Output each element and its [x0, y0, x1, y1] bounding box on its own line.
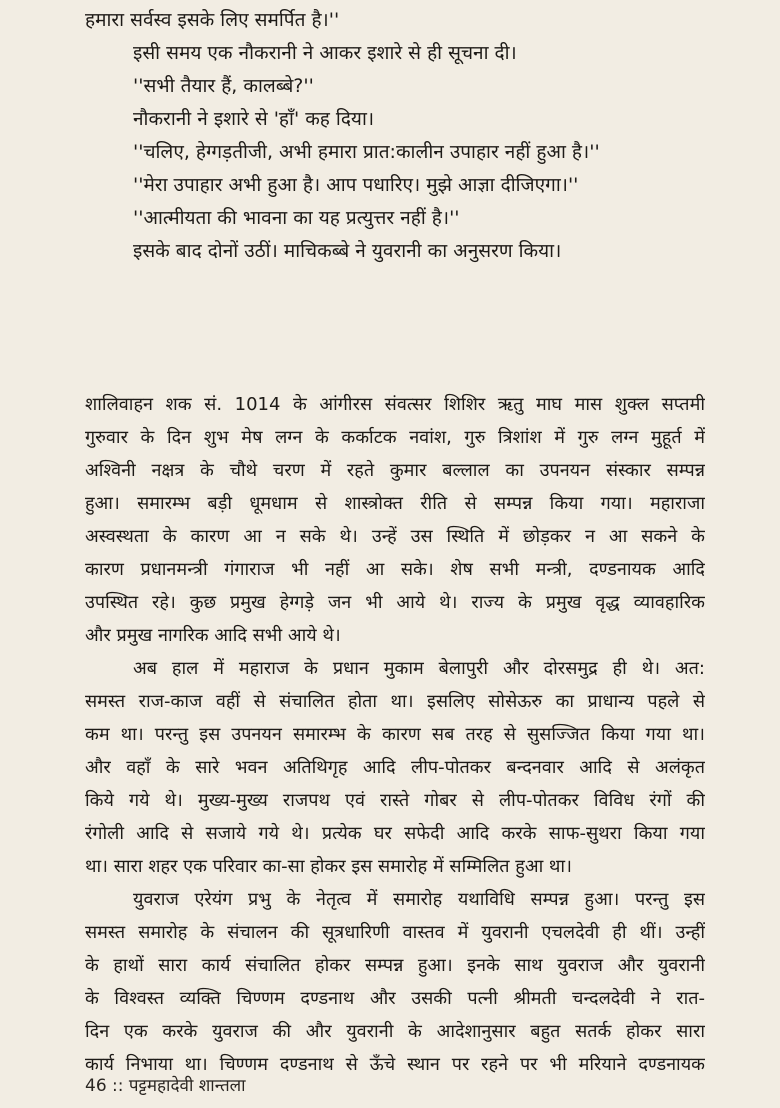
- paragraph-3: [85, 883, 705, 1081]
- text-line: अस्वस्थता के कारण आ न सके थे। उन्हें उस स्थिति में छोड़कर न आ सकने के: [85, 526, 705, 547]
- text-line: था। सारा शहर एक परिवार का-सा होकर इस समारोह में सम्मिलित हुआ था।: [85, 856, 572, 877]
- text-line: हमारा सर्वस्व इसके लिए समर्पित है।'': [85, 9, 340, 31]
- text-line: समस्त राज-काज वहीं से संचालित होता था। इसलिए सोसेऊरु का प्राधान्य पहले से: [85, 691, 705, 712]
- text-line: हुआ। समारम्भ बड़ी धूमधाम से शास्त्रोक्त रीति से सम्पन्न किया गया। महाराजा: [85, 493, 705, 514]
- text-line: और प्रमुख नागरिक आदि सभी आये थे।: [85, 625, 341, 646]
- text-line: समस्त समारोह के संचालन की सूत्रधारिणी वास्तव में युवरानी एचलदेवी ही थीं। उन्हीं: [85, 922, 705, 943]
- text-line: अश्विनी नक्षत्र के चौथे चरण में रहते कुमार बल्लाल का उपनयन संस्कार सम्पन्न: [85, 460, 705, 481]
- text-line: ''आत्मीयता की भावना का यह प्रत्युत्तर नहीं है।'': [133, 207, 460, 229]
- paragraph-2: [85, 652, 705, 883]
- text-line: उपस्थित रहे। कुछ प्रमुख हेग्गड़े जन भी आये थे। राज्य के प्रमुख वृद्ध व्यावहारिक: [85, 592, 705, 613]
- text-line: के हाथों सारा कार्य संचालित होकर सम्पन्न हुआ। इनके साथ युवराज और युवरानी: [85, 955, 705, 976]
- text-line: शालिवाहन शक सं. 1014 के आंगीरस संवत्सर शिशिर ऋतु माघ मास शुक्ल सप्तमी: [85, 394, 705, 415]
- text-line: ''चलिए, हेग्गड़तीजी, अभी हमारा प्रात:कालीन उपाहार नहीं हुआ है।'': [133, 141, 600, 163]
- text-line: कम था। परन्तु इस उपनयन समारम्भ के कारण सब तरह से सुसज्जित किया गया था।: [85, 724, 705, 745]
- text-line: अब हाल में महाराज के प्रधान मुकाम बेलापुरी और दोरसमुद्र ही थे। अत:: [133, 658, 705, 679]
- narrative-section: [85, 388, 705, 1081]
- text-line: इसी समय एक नौकरानी ने आकर इशारे से ही सूचना दी।: [133, 42, 517, 64]
- text-line: और वहाँ के सारे भवन अतिथिगृह आदि लीप-पोतकर बन्दनवार आदि से अलंकृत: [85, 757, 705, 778]
- text-line: किये गये थे। मुख्य-मुख्य राजपथ एवं रास्ते गोबर से लीप-पोतकर विविध रंगों की: [85, 790, 705, 811]
- text-line: युवराज एरेयंग प्रभु के नेतृत्व में समारोह यथाविधि सम्पन्न हुआ। परन्तु इस: [133, 889, 705, 910]
- text-line: कारण प्रधानमन्त्री गंगाराज भी नहीं आ सके। शेष सभी मन्त्री, दण्डनायक आदि: [85, 559, 705, 580]
- dialogue-section: [85, 4, 705, 268]
- text-line: कार्य निभाया था। चिण्णम दण्डनाथ से ऊँचे स्थान पर रहने पर भी मरियाने दण्डनायक: [85, 1054, 705, 1075]
- text-line: के विश्वस्त व्यक्ति चिण्णम दण्डनाथ और उसकी पत्नी श्रीमती चन्दलदेवी ने रात-: [85, 988, 705, 1009]
- page-footer: 46 :: पट्टमहादेवी शान्तला: [85, 1076, 246, 1096]
- text-line: ''मेरा उपाहार अभी हुआ है। आप पधारिए। मुझे आज्ञा दीजिएगा।'': [133, 174, 579, 196]
- text-line: नौकरानी ने इशारे से 'हाँ' कह दिया।: [133, 108, 375, 130]
- text-line: ''सभी तैयार हैं, कालब्बे?'': [133, 75, 314, 97]
- text-line: इसके बाद दोनों उठीं। माचिकब्बे ने युवरानी का अनुसरण किया।: [133, 240, 562, 262]
- text-line: दिन एक करके युवराज की और युवरानी के आदेशानुसार बहुत सतर्क होकर सारा: [85, 1021, 705, 1042]
- text-line: गुरुवार के दिन शुभ मेष लग्न के कर्काटक नवांश, गुरु त्रिशांश में गुरु लग्न मुहूर्त में: [85, 427, 705, 448]
- text-line: रंगोली आदि से सजाये गये थे। प्रत्येक घर सफेदी आदि करके साफ-सुथरा किया गया: [85, 823, 705, 844]
- paragraph-1: [85, 388, 705, 652]
